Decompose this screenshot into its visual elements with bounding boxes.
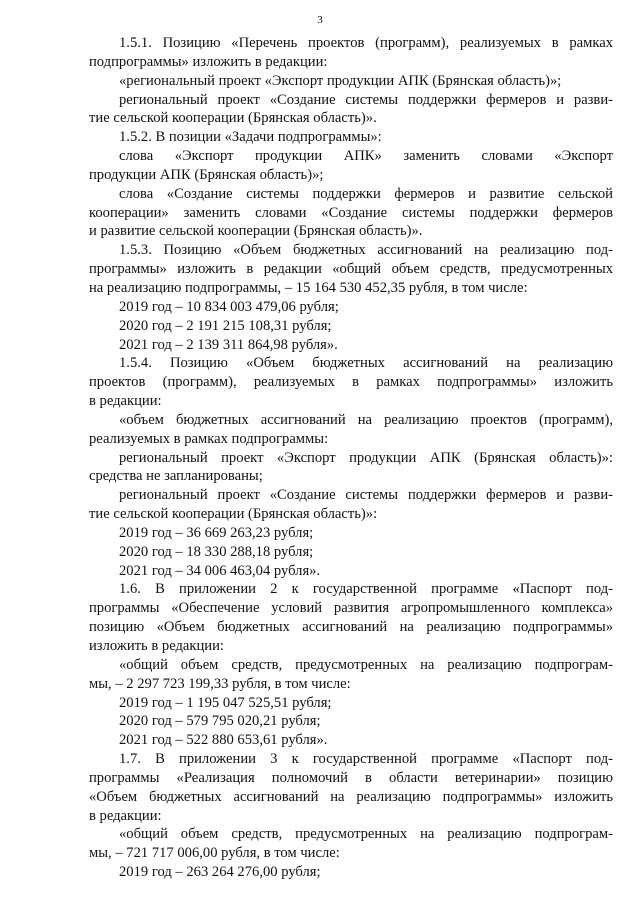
text-line: региональный проект «Создание системы поддержки фермеров и разви- (119, 91, 613, 108)
document-body (89, 34, 613, 882)
text-line: программы «Обеспечение условий развития агропромышленного комплекса» (89, 600, 613, 617)
text-line: в редакции: (89, 807, 162, 824)
text-line: слова «Создание системы поддержки фермеров и развитие сельской (119, 185, 613, 202)
text-line: слова «Экспорт продукции АПК» заменить словами «Экспорт (119, 148, 613, 165)
text-line: 1.5.3. Позицию «Объем бюджетных ассигнований на реализацию под- (119, 242, 613, 259)
text-line: изложить в редакции: (89, 638, 224, 654)
text-line: 2020 год – 2 191 215 108,31 рубля; (119, 317, 332, 334)
text-line: позицию «Объем бюджетных ассигнований на реализацию подпрограммы» (89, 619, 613, 636)
text-line: продукции АПК (Брянская область)»; (89, 166, 324, 183)
text-line: кооперации» заменить словами «Создание системы поддержки фермеров (89, 204, 613, 221)
text-line: 1.5.1. Позицию «Перечень проектов (программ), реализуемых в рамках (119, 35, 613, 51)
text-line: «региональный проект «Экспорт продукции АПК (Брянская область)»; (119, 72, 562, 89)
text-line: 2019 год – 1 195 047 525,51 рубля; (119, 694, 332, 711)
text-line: «объем бюджетных ассигнований на реализацию проектов (программ), (119, 411, 613, 428)
text-line: «Объем бюджетных ассигнований на реализацию подпрограммы» изложить (89, 788, 613, 805)
text-line: на реализацию подпрограммы, – 15 164 530 452,35 рубля, в том числе: (89, 279, 528, 296)
text-line: тие сельской кооперации (Брянская область)». (89, 110, 377, 127)
text-line: 2019 год – 10 834 003 479,06 рубля; (119, 298, 339, 315)
text-line: 2021 год – 522 880 653,61 рубля». (119, 732, 328, 749)
text-line: региональный проект «Создание системы поддержки фермеров и разви- (119, 487, 613, 504)
text-line: проектов (программ), реализуемых в рамках подпрограммы» изложить (89, 374, 613, 391)
text-line: «общий объем средств, предусмотренных на реализацию подпрограм- (119, 656, 613, 673)
text-line: 2019 год – 36 669 263,23 рубля; (119, 524, 314, 541)
text-line: 1.7. В приложении 3 к государственной программе «Паспорт под- (119, 751, 613, 768)
text-line: «общий объем средств, предусмотренных на реализацию подпрограм- (119, 826, 613, 843)
text-line: подпрограммы» изложить в редакции: (89, 53, 328, 70)
text-line: 2020 год – 579 795 020,21 рубля; (119, 713, 321, 730)
text-line: и развитие сельской кооперации (Брянская область)». (89, 223, 423, 240)
text-line: 2021 год – 34 006 463,04 рубля». (119, 562, 321, 579)
text-line: 1.5.4. Позицию «Объем бюджетных ассигнований на реализацию (119, 355, 613, 372)
text-line: программы» изложить в редакции «общий объем средств, предусмотренных (89, 261, 613, 278)
text-line: программы «Реализация полномочий в области ветеринарии» позицию (89, 769, 613, 786)
text-line: мы, – 721 717 006,00 рубля, в том числе: (89, 845, 340, 862)
text-line: тие сельской кооперации (Брянская область)»: (89, 506, 378, 523)
text-line: 1.5.2. В позиции «Задачи подпрограммы»: (119, 129, 382, 146)
text-line: 1.6. В приложении 2 к государственной программе «Паспорт под- (119, 581, 613, 598)
text-line: мы, – 2 297 723 199,33 рубля, в том числе: (89, 675, 351, 692)
text-line: реализуемых в рамках подпрограммы: (89, 430, 329, 447)
text-line: 2020 год – 18 330 288,18 рубля; (119, 543, 314, 560)
text-line: средства не запланированы; (89, 468, 263, 485)
text-line: в редакции: (89, 393, 162, 410)
text-line: региональный проект «Экспорт продукции АПК (Брянская область)»: (119, 449, 613, 466)
page-number: 3 (317, 14, 323, 26)
text-line: 2019 год – 263 264 276,00 рубля; (119, 864, 321, 881)
text-line: 2021 год – 2 139 311 864,98 рубля». (119, 336, 338, 353)
